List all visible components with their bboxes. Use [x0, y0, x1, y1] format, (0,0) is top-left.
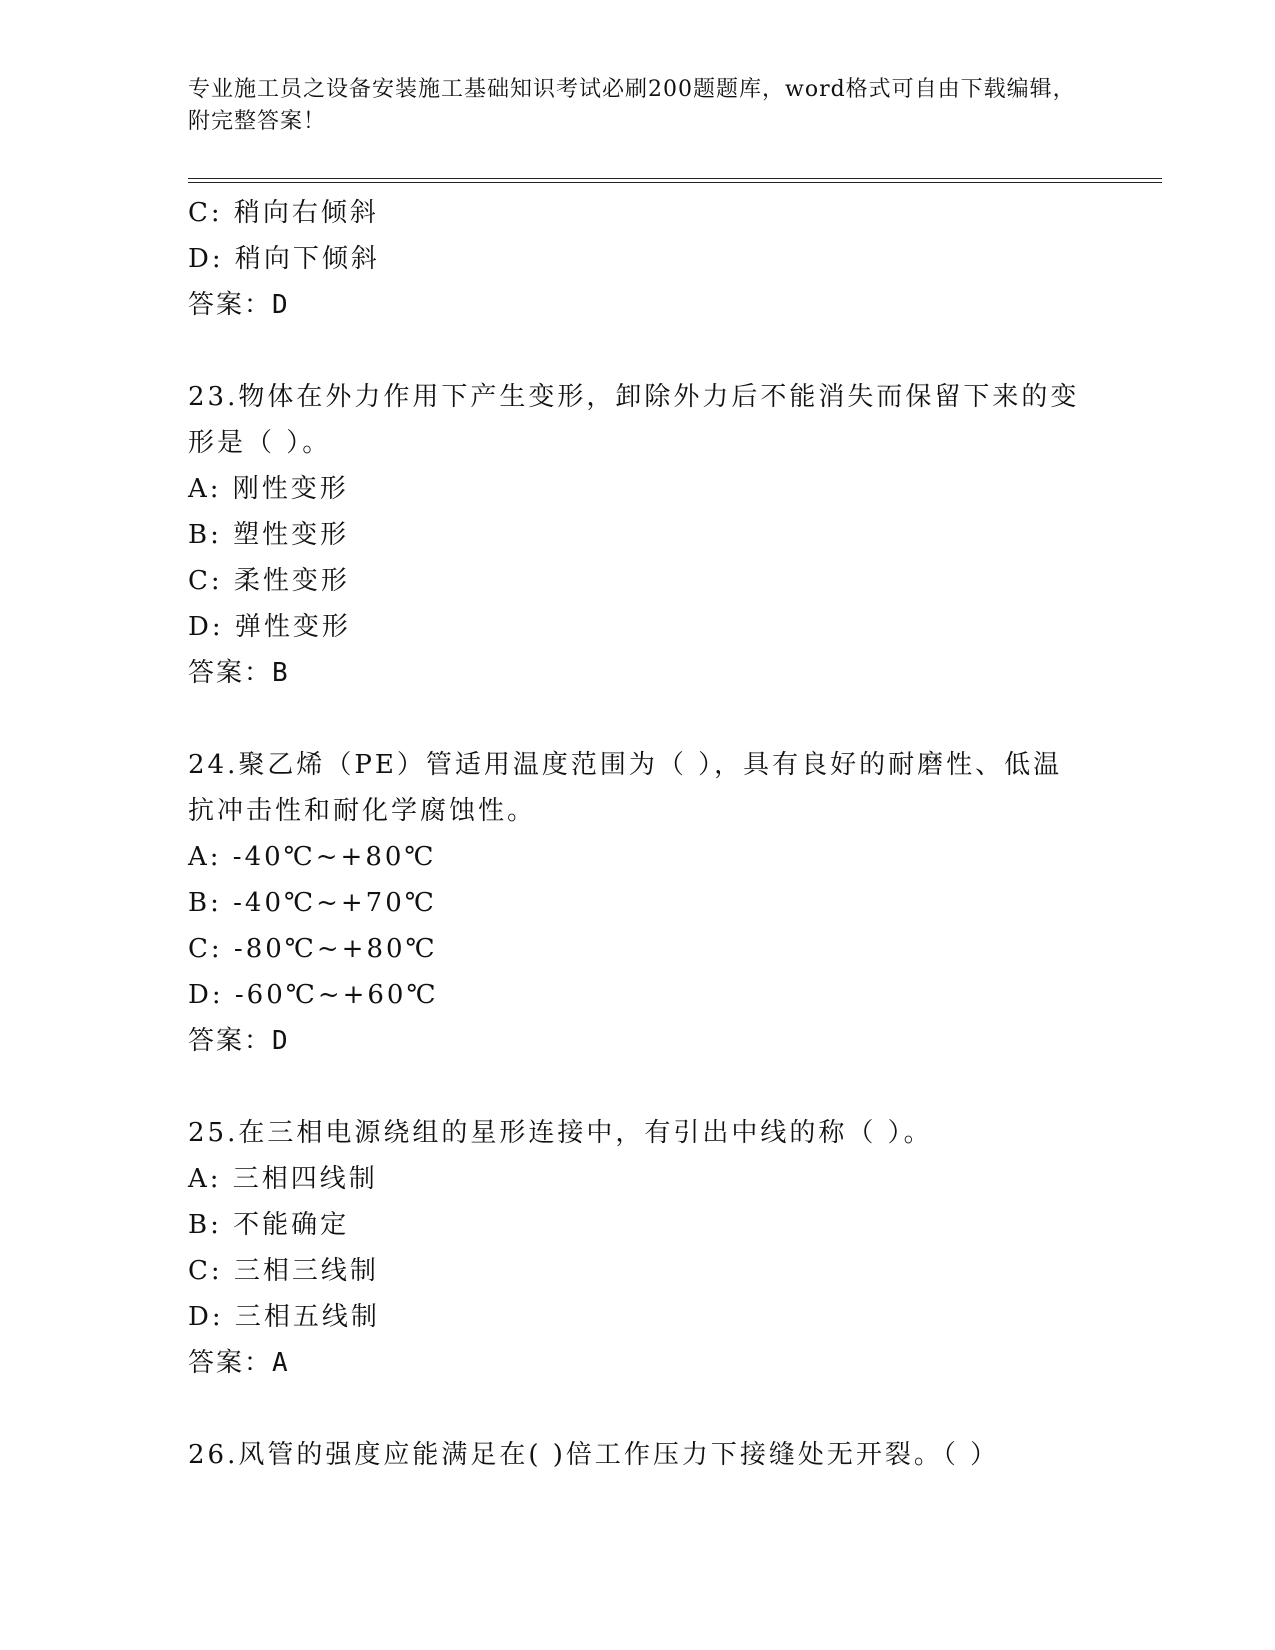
option-b: B: 塑性变形: [188, 520, 350, 550]
question-stem: 23.物体在外力作用下产生变形，卸除外力后不能消失而保留下来的变: [188, 382, 1080, 412]
option-b: B: -40℃~+70℃: [188, 888, 437, 918]
question-stem: 26.风管的强度应能满足在( )倍工作压力下接缝处无开裂。（ ）: [188, 1440, 1000, 1470]
option-c: C: 柔性变形: [188, 566, 350, 596]
question-content: [188, 190, 1108, 1478]
header-divider: [188, 178, 1162, 183]
option-a: A: -40℃~+80℃: [188, 842, 437, 872]
question-stem-continued: 形是（ ）。: [188, 428, 332, 458]
spacer: [188, 1386, 1108, 1432]
answer: 答案：D: [188, 1026, 290, 1056]
answer: 答案：B: [188, 658, 290, 688]
partial-question: [188, 190, 1108, 328]
option-d: D: -60℃~+60℃: [188, 980, 439, 1010]
option-d: D: 三相五线制: [188, 1302, 380, 1332]
option-d: D: 弹性变形: [188, 612, 351, 642]
question-25: [188, 1110, 1108, 1386]
option-d: D: 稍向下倾斜: [188, 244, 380, 274]
spacer: [188, 328, 1108, 374]
option-b: B: 不能确定: [188, 1210, 350, 1240]
question-stem: 24.聚乙烯（PE）管适用温度范围为（ ），具有良好的耐磨性、低温: [188, 750, 1063, 780]
answer: 答案：A: [188, 1348, 290, 1378]
option-a: A: 三相四线制: [188, 1164, 378, 1194]
option-a: A: 刚性变形: [188, 474, 349, 504]
option-c: C: -80℃~+80℃: [188, 934, 438, 964]
spacer: [188, 1064, 1108, 1110]
option-c: C: 稍向右倾斜: [188, 198, 379, 228]
spacer: [188, 696, 1108, 742]
question-26: [188, 1432, 1108, 1478]
question-24: [188, 742, 1108, 1064]
question-stem-continued: 抗冲击性和耐化学腐蚀性。: [188, 796, 537, 826]
question-stem: 25.在三相电源绕组的星形连接中，有引出中线的称（ ）。: [188, 1118, 933, 1148]
option-c: C: 三相三线制: [188, 1256, 379, 1286]
document-header: 专业施工员之设备安装施工基础知识考试必刷200题题库，word格式可自由下载编辑，附完整答案！: [188, 77, 1076, 134]
answer: 答案：D: [188, 290, 290, 320]
question-23: [188, 374, 1108, 696]
